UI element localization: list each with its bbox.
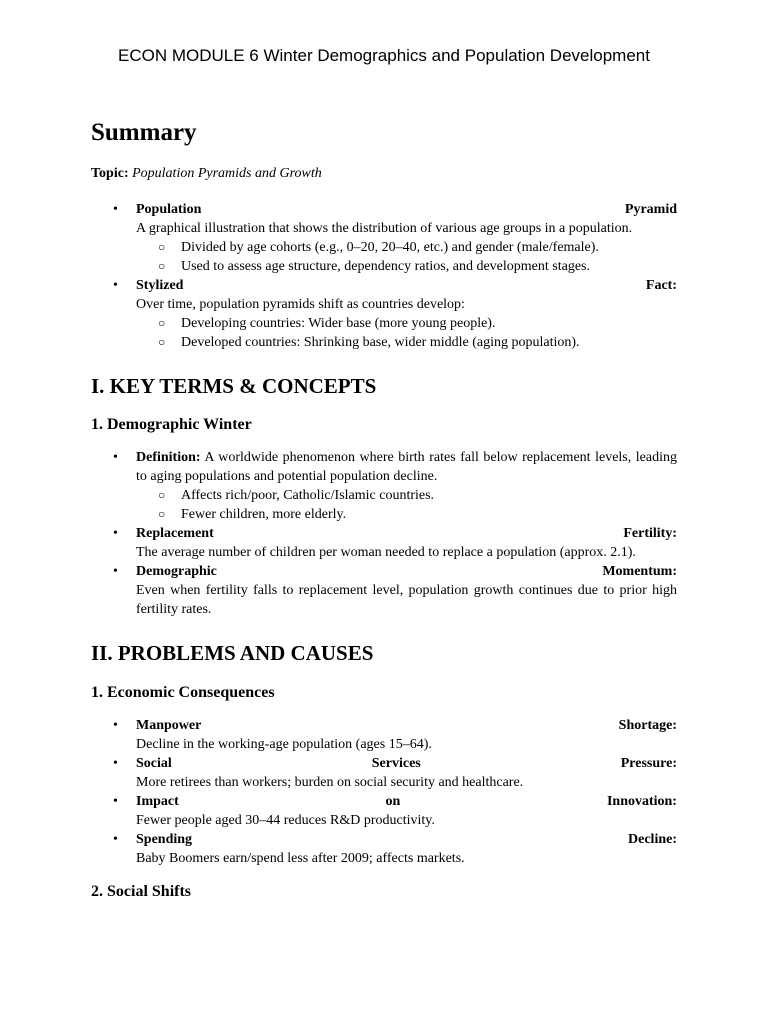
term-heading: [136, 754, 677, 773]
term-left: • Demographic: [136, 564, 217, 580]
section-heading-key-terms: I. KEY TERMS & CONCEPTS: [91, 374, 377, 398]
term-heading: [136, 830, 677, 849]
sub-list-item: ○ Used to assess age structure, dependency ratios, and development stages.: [136, 257, 677, 276]
list-item: [91, 200, 677, 276]
list-item: [91, 524, 677, 562]
term-left: • Stylized: [136, 278, 184, 293]
term-middle: on: [385, 793, 401, 809]
sub-list-item: ○ Divided by age cohorts (e.g., 0–20, 20–40, etc.) and gender (male/female).: [136, 238, 677, 257]
list-item: [91, 716, 677, 754]
term-right: Innovation:: [606, 793, 677, 809]
definition-paragraph: [136, 448, 677, 486]
term-left: • Social: [136, 755, 172, 771]
list-item: [91, 562, 677, 619]
section-heading-problems: II. PROBLEMS AND CAUSES: [91, 641, 374, 666]
term-description: Decline in the working-age population (ages 15–64).: [136, 736, 432, 752]
document-header-title: ECON MODULE 6 Winter Demographics and Population Development: [118, 46, 650, 65]
term-description: More retirees than workers; burden on social security and healthcare.: [136, 774, 524, 790]
term-heading: [136, 792, 677, 811]
term-left: • Population: [136, 202, 202, 217]
definition-text: A worldwide phenomenon where birth rates fall below replacement levels, leading to aging populations and potential population decline.: [136, 450, 677, 485]
term-heading: [136, 716, 677, 735]
list-item: [91, 448, 677, 524]
subsection-heading-demographic-winter: 1. Demographic Winter: [91, 416, 252, 434]
summary-list: [91, 200, 677, 352]
term-right: Pressure:: [620, 755, 677, 771]
list-item: [91, 754, 677, 792]
term-right: Fact:: [645, 278, 677, 293]
term-heading: [136, 200, 677, 219]
term-right: Fertility:: [623, 526, 677, 542]
topic-label: Topic:: [91, 166, 129, 181]
subsection-heading-economic: 1. Economic Consequences: [91, 683, 275, 701]
sub-list-item: ○ Affects rich/poor, Catholic/Islamic countries.: [136, 486, 677, 505]
document-content: [91, 118, 677, 901]
sub-list-item: ○ Developing countries: Wider base (more young people).: [136, 314, 677, 333]
definition-label: Definition:: [136, 450, 201, 466]
sub-list: [136, 314, 677, 352]
economic-list: [91, 716, 677, 868]
list-item: [91, 830, 677, 868]
topic-line: [91, 166, 677, 182]
term-description: Over time, population pyramids shift as countries develop:: [136, 297, 465, 312]
sub-list-item: ○ Fewer children, more elderly.: [136, 505, 677, 524]
term-middle: Services: [371, 755, 421, 771]
term-description: Baby Boomers earn/spend less after 2009; affects markets.: [136, 850, 465, 866]
term-left: • Impact: [136, 793, 179, 809]
term-heading: [136, 562, 677, 581]
sub-list: [136, 486, 677, 524]
summary-heading: Summary: [91, 119, 197, 146]
subsection-heading-social-shifts: 2. Social Shifts: [91, 882, 192, 900]
term-right: Shortage:: [618, 717, 677, 733]
sub-list-item: ○ Developed countries: Shrinking base, wider middle (aging population).: [136, 333, 677, 352]
term-heading: [136, 276, 677, 295]
term-right: Decline:: [628, 831, 677, 847]
term-right: Pyramid: [624, 202, 677, 217]
term-description: The average number of children per woman needed to replace a population (approx. 2.1).: [136, 545, 636, 561]
term-left: • Replacement: [136, 526, 214, 542]
term-left: • Manpower: [136, 717, 202, 733]
term-description: A graphical illustration that shows the distribution of various age groups in a population.: [136, 221, 633, 236]
term-description: Fewer people aged 30–44 reduces R&D productivity.: [136, 812, 435, 828]
term-description: Even when fertility falls to replacement level, population growth continues due to prior high fertility rates.: [136, 583, 677, 618]
list-item: [91, 276, 677, 352]
key-terms-list: [91, 448, 677, 619]
term-heading: [136, 524, 677, 543]
term-left: • Spending: [136, 831, 193, 847]
term-right: Momentum:: [602, 564, 677, 580]
sub-list: [136, 238, 677, 276]
topic-value: Population Pyramids and Growth: [132, 166, 322, 181]
list-item: [91, 792, 677, 830]
